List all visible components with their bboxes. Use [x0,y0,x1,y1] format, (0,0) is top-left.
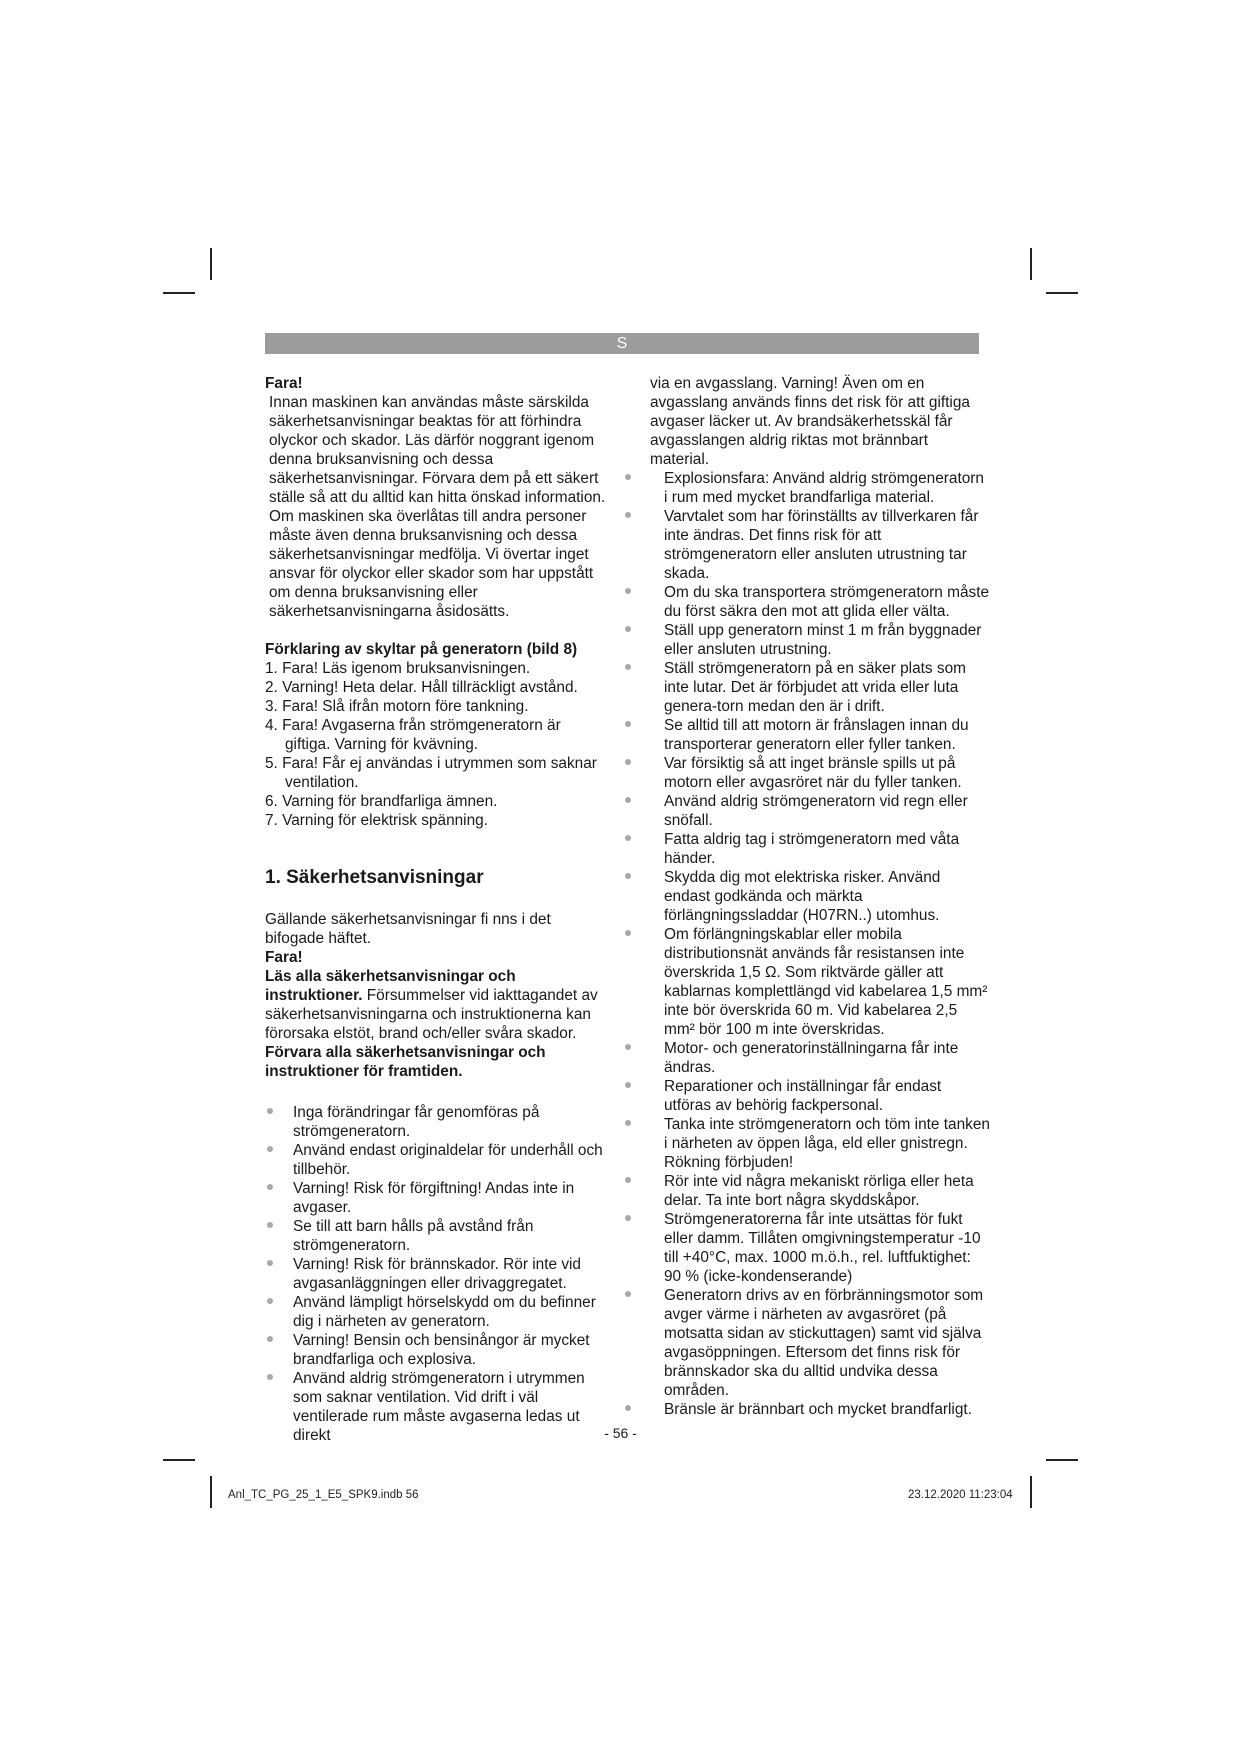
list-item: Varning! Risk för brännskador. Rör inte vid avgasanläggningen eller drivaggregatet. [265,1255,610,1293]
keep-instructions-emphasis: Förvara alla säkerhetsanvisningar och instruktioner för framtiden. [265,1044,546,1080]
crop-mark [210,1476,212,1508]
section-title: 1. Säkerhetsanvisningar [265,867,484,888]
list-item: Använd lämpligt hörselskydd om du befinner dig i närheten av generatorn. [265,1293,610,1331]
crop-mark [210,248,212,280]
warning-title: Fara! [265,375,303,392]
safety-bullets-left [265,1103,610,1445]
signs-heading: Förklaring av skyltar på generatorn (bild 8) [265,641,578,658]
list-item: 1. Fara! Läs igenom bruksanvisningen. [265,660,531,677]
read-all-paragraph [265,967,610,1081]
list-item: Använd endast originaldelar för underhåll och tillbehör. [265,1141,610,1179]
read-all-emphasis: Läs alla säkerhetsanvisningar och instruktioner. [265,968,516,1004]
list-item: Reparationer och inställningar får endast utföras av behörig fackpersonal. [650,1077,990,1115]
crop-mark [1046,1459,1078,1461]
list-item: Ställ strömgeneratorn på en säker plats som inte lutar. Det är förbjudet att vrida eller luta genera-torn medan den är i drift. [650,659,990,716]
left-column [265,374,610,1445]
crop-mark [1030,1476,1032,1508]
list-item: Rör inte vid några mekaniskt rörliga eller heta delar. Ta inte bort några skyddskåpor. [650,1172,990,1210]
crop-mark [163,1459,195,1461]
list-item: Varning! Risk för förgiftning! Andas inte in avgaser. [265,1179,610,1217]
list-item: 5. Fara! Får ej användas i utrymmen som saknar ventilation. [265,755,597,791]
intro-text: Gällande säkerhetsanvisningar fi nns i det bifogade häftet. [265,911,551,947]
list-item: Var försiktig så att inget bränsle spills ut på motorn eller avgasröret när du fyller tanken. [650,754,990,792]
continuation-text: via en avgasslang. Varning! Även om en avgasslang används finns det risk för att giftiga avgaser läcker ut. Av brandsäkerhetsskäl får avgasslangen aldrig riktas mot brännbart material. [650,375,970,468]
warning-paragraph: Innan maskinen kan användas måste särskilda säkerhetsanvisningar beaktas för att förhindra olyckor och skador. Läs därför noggrant igenom denna bruksanvisning och dessa säkerhetsanvisningar. Förvara dem på ett säkert ställe så att du alltid kan hitta önskad information. Om maskinen ska överlåtas till andra personer måste även denna bruksanvisning och dessa säkerhetsanvisningar medfölja. Vi övertar inget ansvar för olyckor eller skador som har uppstått om denna bruksanvisning eller säkerhetsanvisningarna åsidosätts. [269,394,606,620]
language-header-bar [265,333,979,354]
list-item: Använd aldrig strömgeneratorn i utrymmen som saknar ventilation. Vid drift i väl ventilerade rum måste avgaserna ledas ut direkt [265,1369,610,1445]
list-item: Om du ska transportera strömgeneratorn måste du först säkra den mot att glida eller välta. [650,583,990,621]
right-column [650,374,990,1419]
page-number: - 56 - [604,1425,637,1441]
read-all-text: Försummelser vid iakttagandet av säkerhetsanvisningarna och instruktionerna kan förorsaka elstöt, brand och/eller svåra skador. [265,987,598,1042]
list-item: Motor- och generatorinställningarna får inte ändras. [650,1039,990,1077]
danger-label: Fara! [265,949,303,966]
list-item: Se till att barn hålls på avstånd från strömgeneratorn. [265,1217,610,1255]
list-item: Se alltid till att motorn är frånslagen innan du transporterar generatorn eller fyller tanken. [650,716,990,754]
crop-mark [1030,248,1032,280]
list-item: Inga förändringar får genomföras på strömgeneratorn. [265,1103,610,1141]
file-slug: Anl_TC_PG_25_1_E5_SPK9.indb 56 [228,1489,419,1501]
signs-list [265,659,610,830]
list-item: 7. Varning för elektrisk spänning. [265,812,488,829]
list-item: Varvtalet som har förinställts av tillverkaren får inte ändras. Det finns risk för att strömgeneratorn eller ansluten utrustning tar skada. [650,507,990,583]
list-item: 6. Varning för brandfarliga ämnen. [265,793,498,810]
language-tab-label: S [616,335,628,352]
list-item: Explosionsfara: Använd aldrig strömgeneratorn i rum med mycket brandfarliga material. [650,469,990,507]
list-item: Varning! Bensin och bensinångor är mycket brandfarliga och explosiva. [265,1331,610,1369]
list-item: 2. Varning! Heta delar. Håll tillräckligt avstånd. [265,679,578,696]
list-item: 3. Fara! Slå ifrån motorn före tankning. [265,698,529,715]
list-item: 4. Fara! Avgaserna från strömgeneratorn är giftiga. Varning för kvävning. [265,717,561,753]
list-item: Generatorn drivs av en förbränningsmotor som avger värme i närheten av avgasröret (på motsatta sidan av stickuttagen) samt vid själva avgasöppningen. Eftersom det finns risk för brännskador ska du alltid undvika dessa områden. [650,1286,990,1400]
list-item: Tanka inte strömgeneratorn och töm inte tanken i närheten av öppen låga, eld eller gnistregn. Rökning förbjuden! [650,1115,990,1172]
list-item: Om förlängningskablar eller mobila distributionsnät används får resistansen inte överskrida 1,5 Ω. Som riktvärde gäller att kablarnas komplettlängd vid kabelarea 1,5 mm² inte bör överskrida 60 m. Vid kabelarea 2,5 mm² bör 100 m inte överskridas. [650,925,990,1039]
crop-mark [163,292,195,294]
list-item: Ställ upp generatorn minst 1 m från byggnader eller ansluten utrustning. [650,621,990,659]
list-item: Skydda dig mot elektriska risker. Använd endast godkända och märkta förlängningssladdar (H07RN..) utomhus. [650,868,990,925]
list-item: Använd aldrig strömgeneratorn vid regn eller snöfall. [650,792,990,830]
safety-bullets-right [650,469,990,1419]
print-timestamp: 23.12.2020 11:23:04 [908,1489,1013,1501]
list-item: Fatta aldrig tag i strömgeneratorn med våta händer. [650,830,990,868]
list-item: Bränsle är brännbart och mycket brandfarligt. [650,1400,990,1419]
crop-mark [1046,292,1078,294]
list-item: Strömgeneratorerna får inte utsättas för fukt eller damm. Tillåten omgivningstemperatur -10 till +40°C, max. 1000 m.ö.h., rel. luftfuktighet: 90 % (icke-kondenserande) [650,1210,990,1286]
